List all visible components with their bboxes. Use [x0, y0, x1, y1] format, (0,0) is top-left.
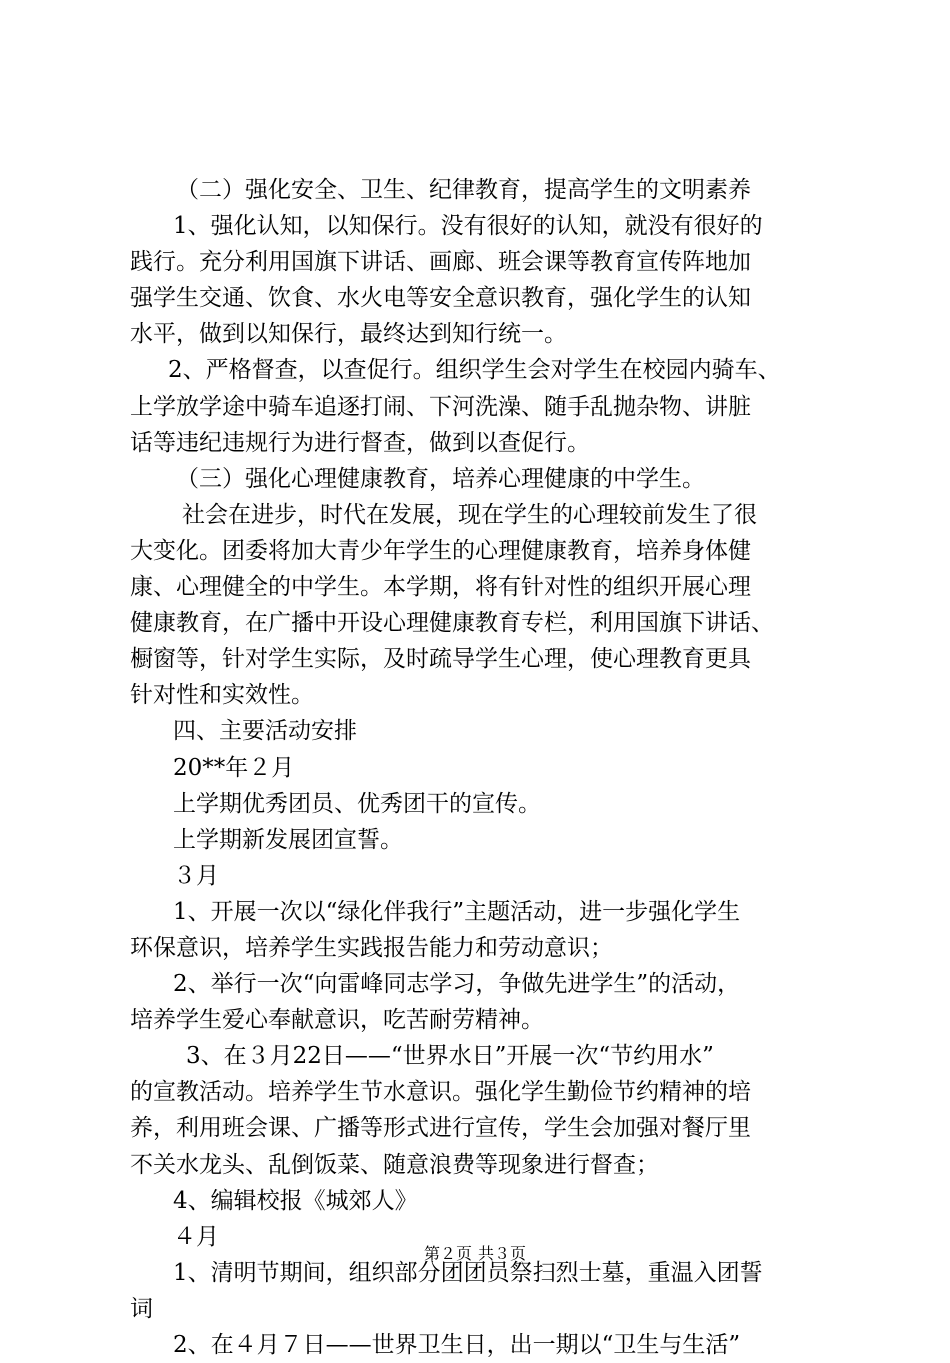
paragraph-line: 环保意识，培养学生实践报告能力和劳动意识；	[130, 934, 613, 961]
paragraph-line: 2、举行一次“向雷峰同志学习，争做先进学生”的活动，	[173, 971, 741, 998]
paragraph-line: 水平，做到以知保行，最终达到知行统一。	[130, 321, 567, 348]
month-heading: ４月	[173, 1223, 219, 1250]
paragraph-line: 不关水龙头、乱倒饭菜、随意浪费等现象进行督查；	[130, 1151, 659, 1178]
paragraph-line: 4、编辑校报《城郊人》	[173, 1187, 418, 1214]
paragraph-line: 1、开展一次以“绿化伴我行”主题活动，进一步强化学生	[173, 898, 741, 925]
paragraph-line: 养，利用班会课、广播等形式进行宣传，学生会加强对餐厅里	[130, 1115, 751, 1142]
paragraph-line: 1、清明节期间，组织部分团团员祭扫烈士墓，重温入团誓	[173, 1259, 763, 1286]
month-heading: ３月	[173, 862, 219, 889]
document-body	[130, 172, 830, 1363]
section-heading: 四、主要活动安排	[173, 718, 357, 745]
paragraph-line: 1、强化认知，以知保行。没有很好的认知，就没有很好的	[173, 213, 763, 240]
section-heading: （二）强化安全、卫生、纪律教育，提高学生的文明素养	[176, 177, 751, 203]
page-number: 第２页	[423, 1244, 472, 1263]
paragraph-line: 健康教育，在广播中开设心理健康教育专栏，利用国旗下讲话、	[130, 610, 774, 637]
page-footer	[0, 1244, 950, 1264]
paragraph-line: 3、在３月22日——“世界水日”开展一次“节约用水”	[186, 1043, 714, 1070]
section-heading: （三）强化心理健康教育，培养心理健康的中学生。	[176, 465, 705, 492]
paragraph-line: 上学期优秀团员、优秀团干的宣传。	[173, 790, 541, 817]
paragraph-line: 的宣教活动。培养学生节水意识。强化学生勤俭节约精神的培	[130, 1079, 751, 1106]
paragraph-line: 践行。充分利用国旗下讲话、画廊、班会课等教育宣传阵地加	[130, 249, 751, 276]
paragraph-line: 强学生交通、饮食、水火电等安全意识教育，强化学生的认知	[130, 285, 751, 312]
paragraph-line: 培养学生爱心奉献意识，吃苦耐劳精神。	[130, 1007, 544, 1034]
paragraph-line: 2、严格督查，以查促行。组织学生会对学生在校园内骑车、	[168, 357, 781, 384]
paragraph-line: 康、心理健全的中学生。本学期，将有针对性的组织开展心理	[130, 574, 751, 601]
paragraph-line: 针对性和实效性。	[130, 682, 314, 709]
paragraph-line: 大变化。团委将加大青少年学生的心理健康教育，培养身体健	[130, 537, 751, 564]
paragraph-line: 词	[130, 1295, 153, 1322]
paragraph-line: 上学放学途中骑车追逐打闹、下河洗澡、随手乱抛杂物、讲脏	[130, 393, 751, 420]
page-total: 共３页	[478, 1244, 527, 1263]
paragraph-line: 橱窗等，针对学生实际，及时疏导学生心理，使心理教育更具	[130, 646, 751, 673]
paragraph-line: 话等违纪违规行为进行督查，做到以查促行。	[130, 429, 590, 456]
paragraph-line: 社会在进步，时代在发展，现在学生的心理较前发生了很	[182, 501, 757, 528]
paragraph-line: 2、在４月７日——世界卫生日，出一期以“卫生与生活”	[173, 1332, 741, 1358]
month-heading: 20**年２月	[173, 754, 295, 781]
paragraph-line: 上学期新发展团宣誓。	[173, 826, 403, 853]
